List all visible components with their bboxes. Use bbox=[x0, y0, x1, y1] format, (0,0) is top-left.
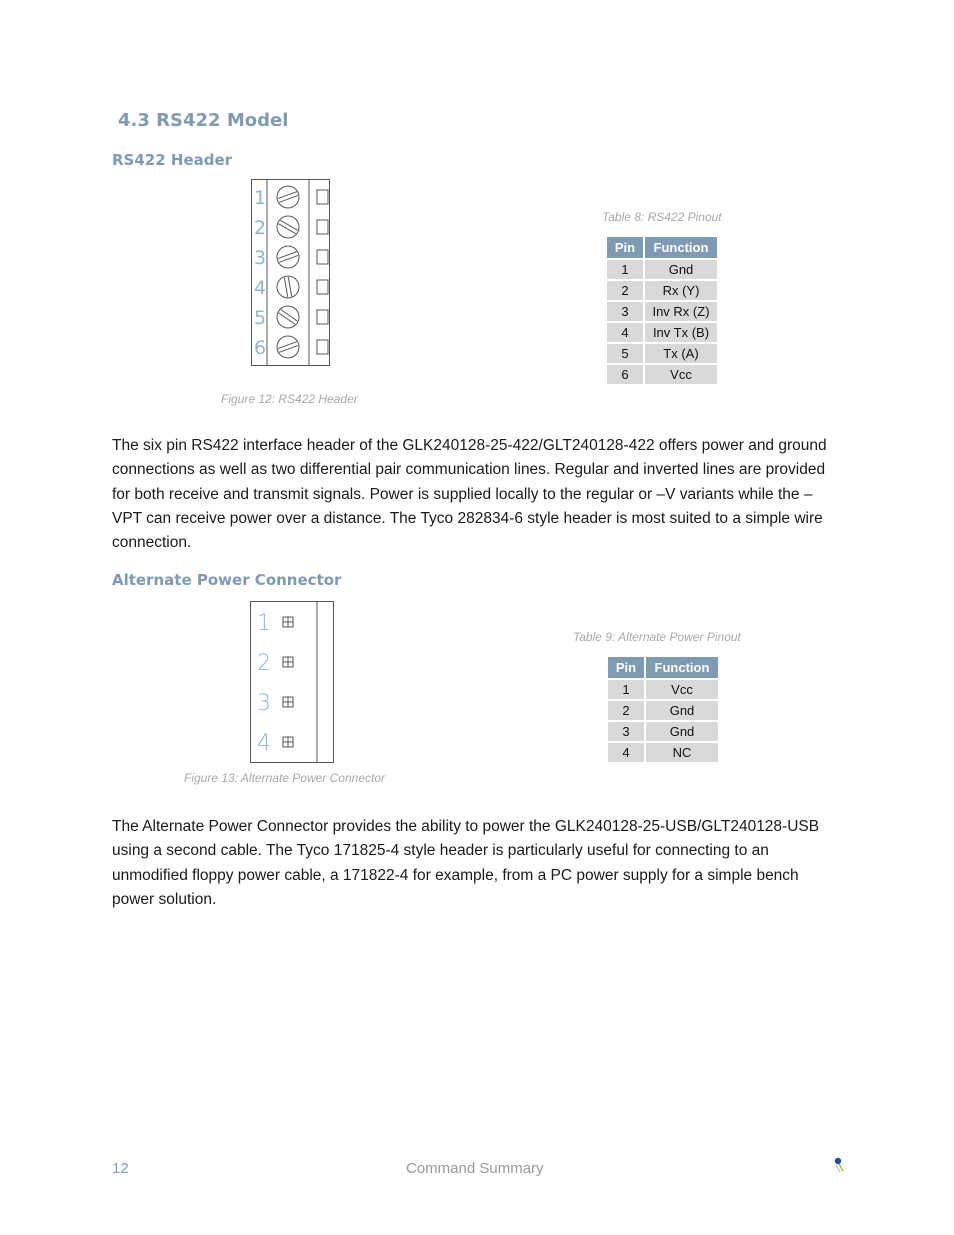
pin-function-cell: Vcc bbox=[646, 680, 718, 699]
pin-number-cell: 4 bbox=[608, 743, 644, 762]
pin-number-cell: 1 bbox=[608, 680, 644, 699]
pin-number-label: 1 bbox=[254, 187, 267, 209]
pin-square-icon bbox=[283, 657, 293, 667]
pin-function-cell: NC bbox=[646, 743, 718, 762]
column-header-function: Function bbox=[645, 237, 717, 258]
pin-number-cell: 1 bbox=[607, 260, 643, 279]
rs422-header-diagram bbox=[250, 178, 332, 368]
pin-square-icon bbox=[283, 617, 293, 627]
table-header-row bbox=[607, 237, 717, 258]
pin-number-cell: 2 bbox=[608, 701, 644, 720]
table-row bbox=[608, 701, 718, 720]
table-header-row bbox=[608, 657, 718, 678]
pin-function-cell: Tx (A) bbox=[645, 344, 717, 363]
wire-entry-slot bbox=[317, 190, 328, 204]
column-header-pin: Pin bbox=[607, 237, 643, 258]
rs422-header-subtitle: RS422 Header bbox=[112, 151, 233, 169]
pin-number-label: 6 bbox=[254, 337, 267, 359]
wire-entry-slot bbox=[317, 340, 328, 354]
table-row bbox=[608, 743, 718, 762]
page-number: 12 bbox=[112, 1160, 129, 1177]
pin-function-cell: Rx (Y) bbox=[645, 281, 717, 300]
alternate-power-description: The Alternate Power Connector provides the ability to power the GLK240128-25-USB/GLT240128-USB using a second cable. The Tyco 171825-4 style header is particularly useful for connecting to an unmodified floppy power cable, a 171822-4 for example, from a PC power supply for a simple bench power solution. bbox=[112, 818, 820, 908]
matrix-orbital-logo-icon bbox=[830, 1156, 846, 1174]
pin-square-icon bbox=[283, 737, 293, 747]
table-row bbox=[607, 344, 717, 363]
pin-number-label: 4 bbox=[254, 277, 267, 299]
pin-square-icon bbox=[283, 697, 293, 707]
section-title: 4.3 RS422 Model bbox=[118, 110, 289, 131]
alternate-power-pinout-table bbox=[606, 655, 720, 764]
wire-entry-slot bbox=[317, 280, 328, 294]
pin-function-cell: Gnd bbox=[646, 701, 718, 720]
pin-function-cell: Gnd bbox=[646, 722, 718, 741]
pin-function-cell: Inv Tx (B) bbox=[645, 323, 717, 342]
table-row bbox=[608, 680, 718, 699]
table-row bbox=[608, 722, 718, 741]
table-8-caption: Table 8: RS422 Pinout bbox=[602, 210, 722, 224]
alternate-power-diagram bbox=[249, 600, 336, 766]
table-row bbox=[607, 281, 717, 300]
wire-entry-slot bbox=[317, 220, 328, 234]
pin-number-label: 2 bbox=[257, 651, 271, 676]
screw-terminal-icon bbox=[277, 276, 299, 298]
pin-number-label: 3 bbox=[257, 691, 271, 716]
rs422-description: The six pin RS422 interface header of the GLK240128-25-422/GLT240128-422 offers power and ground connections as well as two differential pair communication lines. Regular and inverted lines are provided for both receive and transmit signals. Power is supplied locally to the regular or –V variants while the –VPT can receive power over a distance. The Tyco 282834-6 style header is most suited to a simple wire connection. bbox=[112, 437, 827, 552]
pin-number-label: 3 bbox=[254, 247, 267, 269]
screw-terminal-icon bbox=[277, 216, 299, 238]
table-row bbox=[607, 260, 717, 279]
pin-number-cell: 3 bbox=[607, 302, 643, 321]
table-row bbox=[607, 302, 717, 321]
wire-entry-slot bbox=[317, 310, 328, 324]
screw-terminal-icon bbox=[277, 336, 299, 358]
column-header-pin: Pin bbox=[608, 657, 644, 678]
figure-12-caption: Figure 12: RS422 Header bbox=[221, 392, 358, 406]
column-header-function: Function bbox=[646, 657, 718, 678]
table-row bbox=[607, 323, 717, 342]
pin-number-cell: 2 bbox=[607, 281, 643, 300]
pin-number-cell: 5 bbox=[607, 344, 643, 363]
pin-number-cell: 4 bbox=[607, 323, 643, 342]
pin-number-label: 1 bbox=[257, 611, 271, 636]
footer-title: Command Summary bbox=[406, 1160, 544, 1177]
pin-number-cell: 6 bbox=[607, 365, 643, 384]
screw-terminal-icon bbox=[277, 246, 299, 268]
screw-terminal-icon bbox=[277, 306, 299, 328]
figure-13-caption: Figure 13: Alternate Power Connector bbox=[184, 771, 385, 785]
alternate-power-subtitle: Alternate Power Connector bbox=[112, 571, 342, 589]
screw-terminal-icon bbox=[277, 186, 299, 208]
rs422-pinout-table bbox=[605, 235, 719, 386]
table-9-caption: Table 9: Alternate Power Pinout bbox=[573, 630, 741, 644]
pin-function-cell: Inv Rx (Z) bbox=[645, 302, 717, 321]
pin-number-label: 5 bbox=[254, 307, 267, 329]
pin-number-label: 2 bbox=[254, 217, 267, 239]
pin-number-label: 4 bbox=[257, 731, 271, 756]
pin-number-cell: 3 bbox=[608, 722, 644, 741]
wire-entry-slot bbox=[317, 250, 328, 264]
table-row bbox=[607, 365, 717, 384]
pin-function-cell: Gnd bbox=[645, 260, 717, 279]
pin-function-cell: Vcc bbox=[645, 365, 717, 384]
